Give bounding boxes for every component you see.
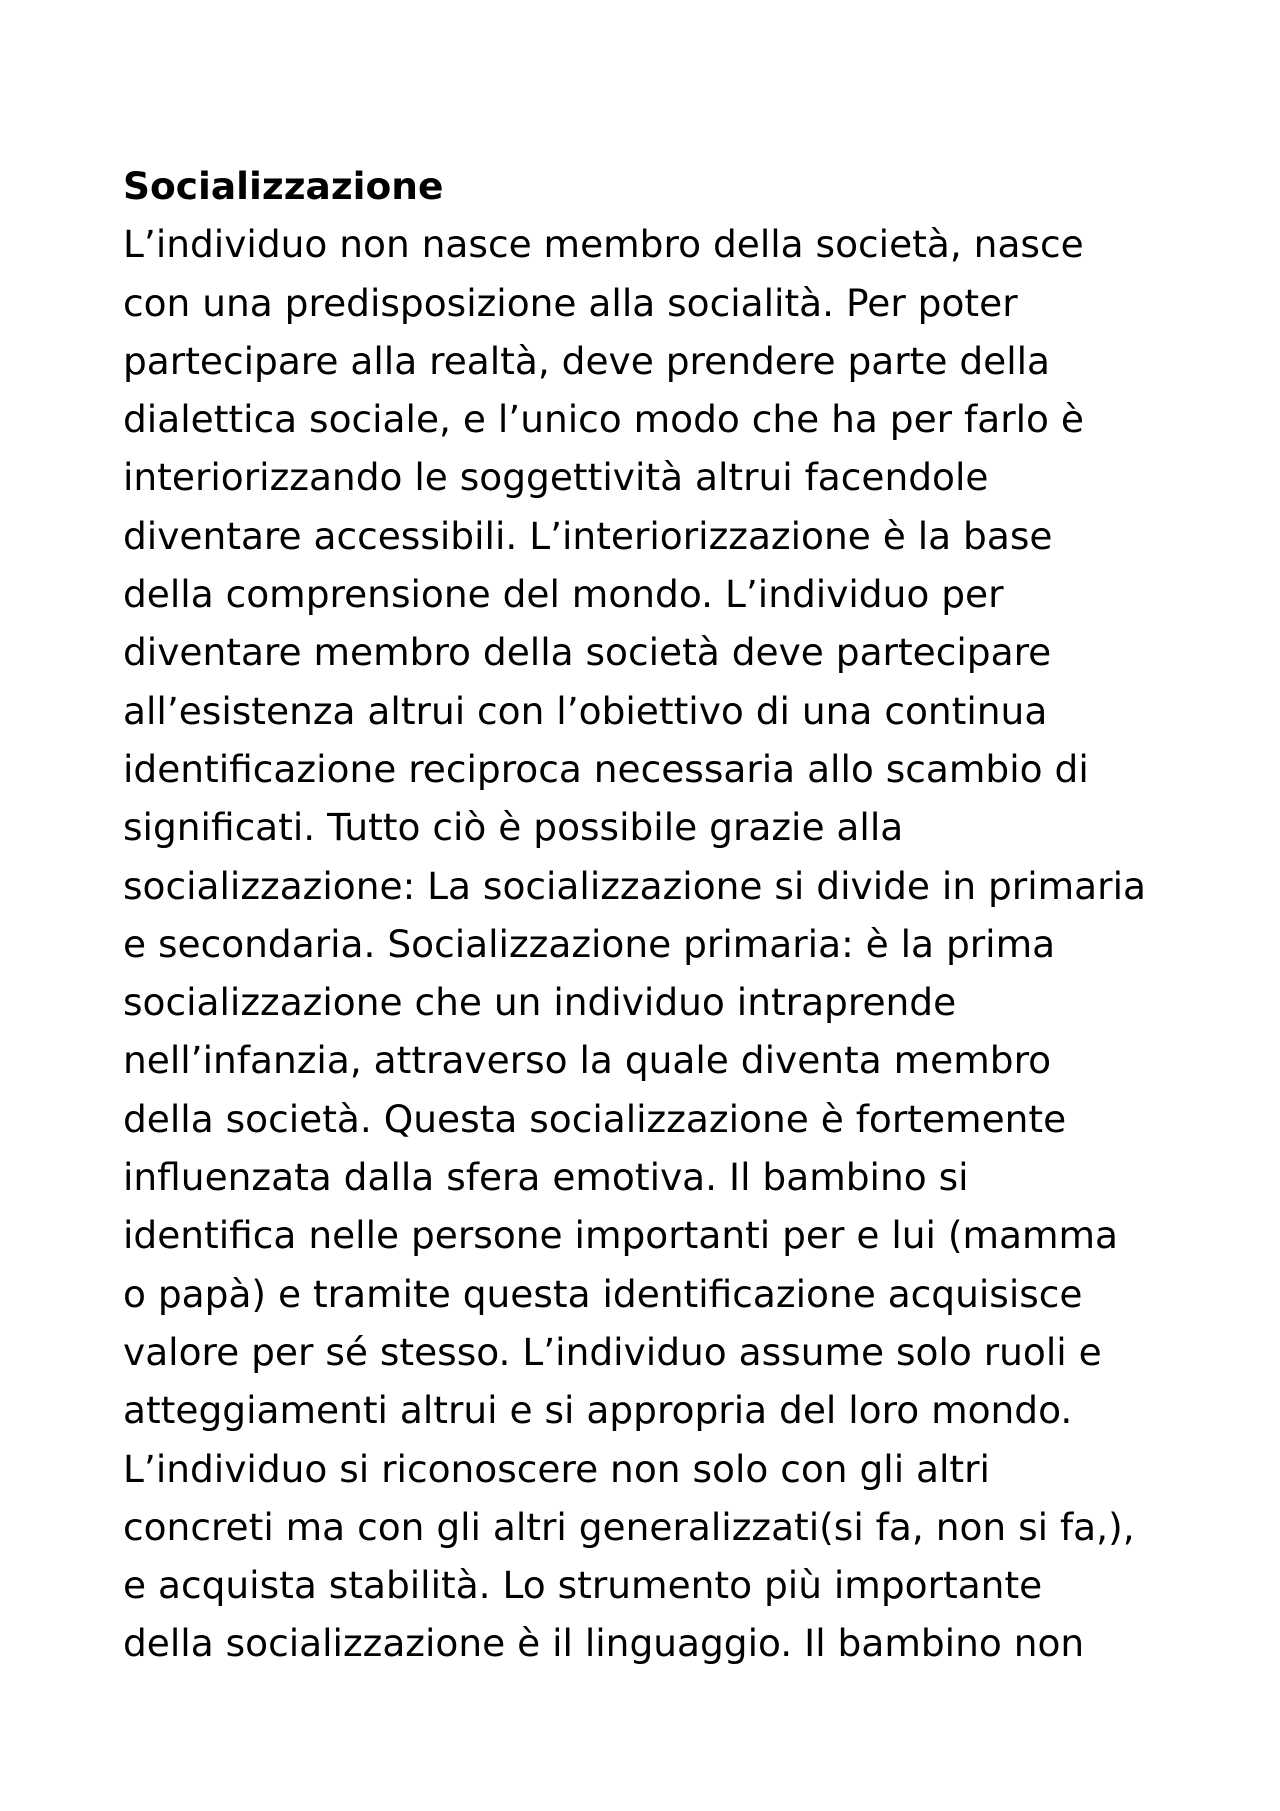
text-line-10: identificazione reciproca necessaria allo scambio di <box>123 746 1089 791</box>
text-line-14: socializzazione che un individuo intraprende <box>123 980 957 1025</box>
text-line-24: e acquista stabilità. Lo strumento più importante <box>123 1563 1043 1608</box>
text-line-9: all’esistenza altrui con l’obiettivo di una continua <box>123 688 1048 733</box>
text-line-18: identifica nelle persone importanti per e lui (mamma <box>123 1213 1119 1258</box>
text-line-22: L’individuo si riconoscere non solo con gli altri <box>123 1446 990 1491</box>
text-line-21: atteggiamenti altrui e si appropria del loro mondo. <box>123 1388 1073 1433</box>
text-line-8: diventare membro della società deve partecipare <box>123 630 1052 675</box>
text-line-13: e secondaria. Socializzazione primaria: è la prima <box>123 921 1056 966</box>
document-text <box>123 157 1203 1673</box>
text-line-1: L’individuo non nasce membro della società, nasce <box>123 222 1084 267</box>
text-line-7: della comprensione del mondo. L’individuo per <box>123 572 1004 617</box>
text-line-4: dialettica sociale, e l’unico modo che ha per farlo è <box>123 397 1084 442</box>
text-line-11: significati. Tutto ciò è possibile grazie alla <box>123 805 904 850</box>
text-line-20: valore per sé stesso. L’individuo assume solo ruoli e <box>123 1329 1102 1374</box>
text-line-3: partecipare alla realtà, deve prendere parte della <box>123 338 1051 383</box>
text-line-25: della socializzazione è il linguaggio. Il bambino non <box>123 1621 1085 1666</box>
text-line-17: influenzata dalla sfera emotiva. Il bambino si <box>123 1155 969 1200</box>
text-line-23: concreti ma con gli altri generalizzati(si fa, non si fa,), <box>123 1504 1135 1549</box>
document-title: Socializzazione <box>123 164 444 208</box>
text-line-16: della società. Questa socializzazione è fortemente <box>123 1096 1067 1141</box>
text-line-6: diventare accessibili. L’interiorizzazione è la base <box>123 513 1053 558</box>
text-line-5: interiorizzando le soggettività altrui facendole <box>123 455 989 500</box>
text-line-12: socializzazione: La socializzazione si divide in primaria <box>123 863 1146 908</box>
text-line-15: nell’infanzia, attraverso la quale diventa membro <box>123 1038 1052 1083</box>
text-line-2: con una predisposizione alla socialità. Per poter <box>123 280 1018 325</box>
text-line-19: o papà) e tramite questa identificazione acquisisce <box>123 1271 1083 1316</box>
